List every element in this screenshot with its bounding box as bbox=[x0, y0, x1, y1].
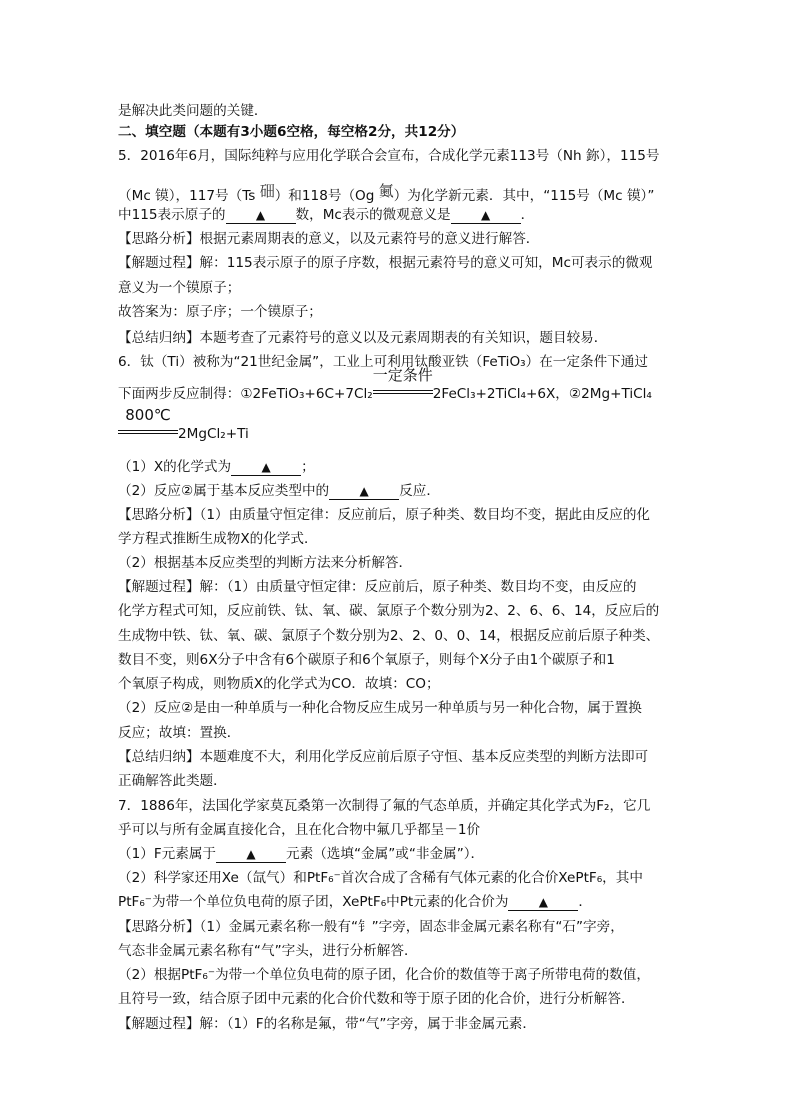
text-segment: 故答案为：原子序；一个镆原子； bbox=[118, 304, 322, 320]
element-character-icon: 鿫 bbox=[378, 182, 394, 200]
text-segment: 反应． bbox=[399, 483, 440, 499]
text-segment: 【总结归纳】本题考查了元素符号的意义以及元素周期表的有关知识，题目较易． bbox=[118, 330, 608, 346]
text-segment: （2）根据基本反应类型的判断方法来分析解答． bbox=[118, 555, 413, 571]
text-segment: 7．1886年，法国化学家莫瓦桑第一次制得了氟的气态单质，并确定其化学式为F₂，它几 bbox=[118, 798, 651, 814]
text-segment: 二、填空题（本题有3小题6空格，每空格2分，共12分） bbox=[118, 124, 465, 140]
text-segment: 是解决此类问题的关键． bbox=[118, 103, 268, 119]
text-segment: 化学方程式可知，反应前铁、钛、氧、碳、氯原子个数分别为2、2、6、6、14，反应后的 bbox=[118, 603, 660, 619]
reaction-condition-arrow bbox=[118, 406, 178, 438]
text-segment: （1）X的化学式为 bbox=[118, 459, 232, 475]
text-line bbox=[118, 869, 643, 887]
text-segment: 【思路分析】（1）金属元素名称一般有“钅”字旁，固态非金属元素名称有“石”字旁， bbox=[118, 919, 624, 935]
text-segment: 下面两步反应制得：①2FeTiO₃+6C+7Cl₂ bbox=[118, 386, 373, 402]
text-segment: （Mc 镆），117号（Ts bbox=[118, 188, 260, 204]
text-segment: ． bbox=[520, 207, 535, 223]
text-line bbox=[118, 147, 660, 165]
answer-blank: ▲ bbox=[231, 460, 301, 476]
text-segment: 数目不变，则6X分子中含有6个碳原子和6个氧原子，则每个X分子由1个碳原子和1 bbox=[118, 652, 615, 668]
text-segment: 元素（选填“金属”或“非金属”）． bbox=[286, 846, 485, 862]
text-line bbox=[118, 554, 412, 572]
text-segment: ）和118号（Og bbox=[274, 188, 379, 204]
text-line bbox=[118, 627, 659, 645]
text-line bbox=[118, 458, 315, 476]
reaction-condition: 800℃ bbox=[125, 406, 171, 424]
text-segment: 6．钛（Ti）被称为“21世纪金属”，工业上可利用钛酸亚铁（FeTiO₃）在一定条件下通过 bbox=[118, 354, 648, 370]
text-segment: （2）反应②是由一种单质与一种化合物反应生成另一种单质与另一种化合物，属于置换 bbox=[118, 700, 642, 716]
reaction-condition-arrow bbox=[372, 366, 433, 398]
text-line bbox=[118, 366, 652, 403]
text-line bbox=[118, 918, 624, 936]
text-line bbox=[118, 748, 648, 766]
text-segment: 气态非金属元素名称有“气”字头，进行分析解答． bbox=[118, 943, 418, 959]
element-character-icon: 鿬 bbox=[259, 182, 275, 200]
text-segment: 【解题过程】解：（1）F的名称是氟，带“气”字旁，属于非金属元素． bbox=[118, 1016, 536, 1032]
text-segment: 5．2016年6月，国际纯粹与应用化学联合会宣布，合成化学元素113号（Nh 鉨），115号 bbox=[118, 148, 660, 164]
text-segment: 数，Mc表示的微观意义是 bbox=[295, 207, 451, 223]
equals-sign bbox=[373, 390, 433, 394]
text-segment: 学方程式推断生成物X的化学式． bbox=[118, 531, 318, 547]
text-line bbox=[118, 772, 227, 790]
text-segment: 【解题过程】解：115表示原子的原子序数，根据元素符号的意义可知，Mc可表示的微观 bbox=[118, 255, 653, 271]
answer-blank: ▲ bbox=[216, 847, 286, 863]
text-line bbox=[118, 1015, 536, 1033]
text-line bbox=[118, 230, 539, 248]
text-line bbox=[118, 602, 659, 620]
text-line bbox=[118, 893, 592, 911]
text-line bbox=[118, 699, 642, 717]
text-segment: 正确解答此类题． bbox=[118, 773, 227, 789]
text-segment: （2）科学家还用Xe（氙气）和PtF₆⁻首次合成了含稀有气体元素的化合价XePtF₆，其中 bbox=[118, 870, 643, 886]
text-line bbox=[118, 254, 653, 272]
text-line bbox=[118, 578, 636, 596]
text-line bbox=[118, 797, 650, 815]
answer-blank: ▲ bbox=[451, 208, 521, 224]
text-segment: ； bbox=[301, 459, 315, 475]
text-segment: 意义为一个镆原子； bbox=[118, 280, 241, 296]
text-line bbox=[118, 506, 650, 524]
text-line bbox=[118, 724, 240, 742]
text-line bbox=[118, 821, 480, 839]
text-segment: 2FeCl₃+2TiCl₄+6X，②2Mg+TiCl₄ bbox=[432, 386, 652, 402]
text-segment: （2）根据PtF₆⁻为带一个单位负电荷的原子团，化合价的数值等于离子所带电荷的数值， bbox=[118, 967, 650, 983]
text-line bbox=[118, 206, 534, 224]
reaction-condition: 一定条件 bbox=[372, 366, 433, 384]
answer-blank: ▲ bbox=[226, 208, 296, 224]
answer-blank: ▲ bbox=[508, 895, 578, 911]
text-line bbox=[118, 530, 318, 548]
text-segment: 【解题过程】解：（1）由质量守恒定律：反应前后，原子种类、数目均不变，由反应的 bbox=[118, 579, 637, 595]
text-segment: 生成物中铁、钛、氧、碳、氯原子个数分别为2、2、0、0、14，根据反应前后原子种类、 bbox=[118, 628, 660, 644]
text-segment: 反应；故填：置换． bbox=[118, 725, 241, 741]
text-line bbox=[118, 942, 418, 960]
text-line bbox=[118, 329, 607, 347]
section-heading bbox=[118, 123, 464, 141]
text-segment: 2MgCl₂+Ti bbox=[178, 426, 249, 442]
text-line bbox=[118, 279, 240, 297]
text-segment: 乎可以与所有金属直接化合，且在化合物中氟几乎都呈－1价 bbox=[118, 822, 481, 838]
text-line bbox=[118, 845, 484, 863]
text-line bbox=[118, 406, 249, 443]
text-segment: ）为化学新元素．其中，“115号（Mc 镆）” bbox=[393, 188, 655, 204]
text-line bbox=[118, 102, 268, 120]
text-line bbox=[118, 303, 322, 321]
text-segment: ． bbox=[578, 894, 593, 910]
text-segment: 个氧原子构成，则物质X的化学式为CO．故填：CO； bbox=[118, 676, 440, 692]
answer-blank: ▲ bbox=[329, 484, 399, 500]
text-segment: 中115表示原子的 bbox=[118, 207, 226, 223]
text-line bbox=[118, 482, 440, 500]
text-segment: 【思路分析】（1）由质量守恒定律：反应前后，原子种类、数目均不变，据此由反应的化 bbox=[118, 507, 651, 523]
text-segment: （2）反应②属于基本反应类型中的 bbox=[118, 483, 330, 499]
text-segment: 且符号一致，结合原子团中元素的化合价代数和等于原子团的化合价，进行分析解答． bbox=[118, 991, 635, 1007]
text-line bbox=[118, 182, 654, 205]
text-line bbox=[118, 966, 650, 984]
text-line bbox=[118, 675, 440, 693]
equals-sign bbox=[118, 430, 178, 434]
text-line bbox=[118, 990, 635, 1008]
text-segment: 【思路分析】根据元素周期表的意义，以及元素符号的意义进行解答． bbox=[118, 231, 540, 247]
text-segment: 【总结归纳】本题难度不大，利用化学反应前后原子守恒、基本反应类型的判断方法即可 bbox=[118, 749, 649, 765]
text-segment: PtF₆⁻为带一个单位负电荷的原子团，XePtF₆中Pt元素的化合价为 bbox=[118, 894, 509, 910]
text-line bbox=[118, 651, 615, 669]
text-segment: （1）F元素属于 bbox=[118, 846, 217, 862]
